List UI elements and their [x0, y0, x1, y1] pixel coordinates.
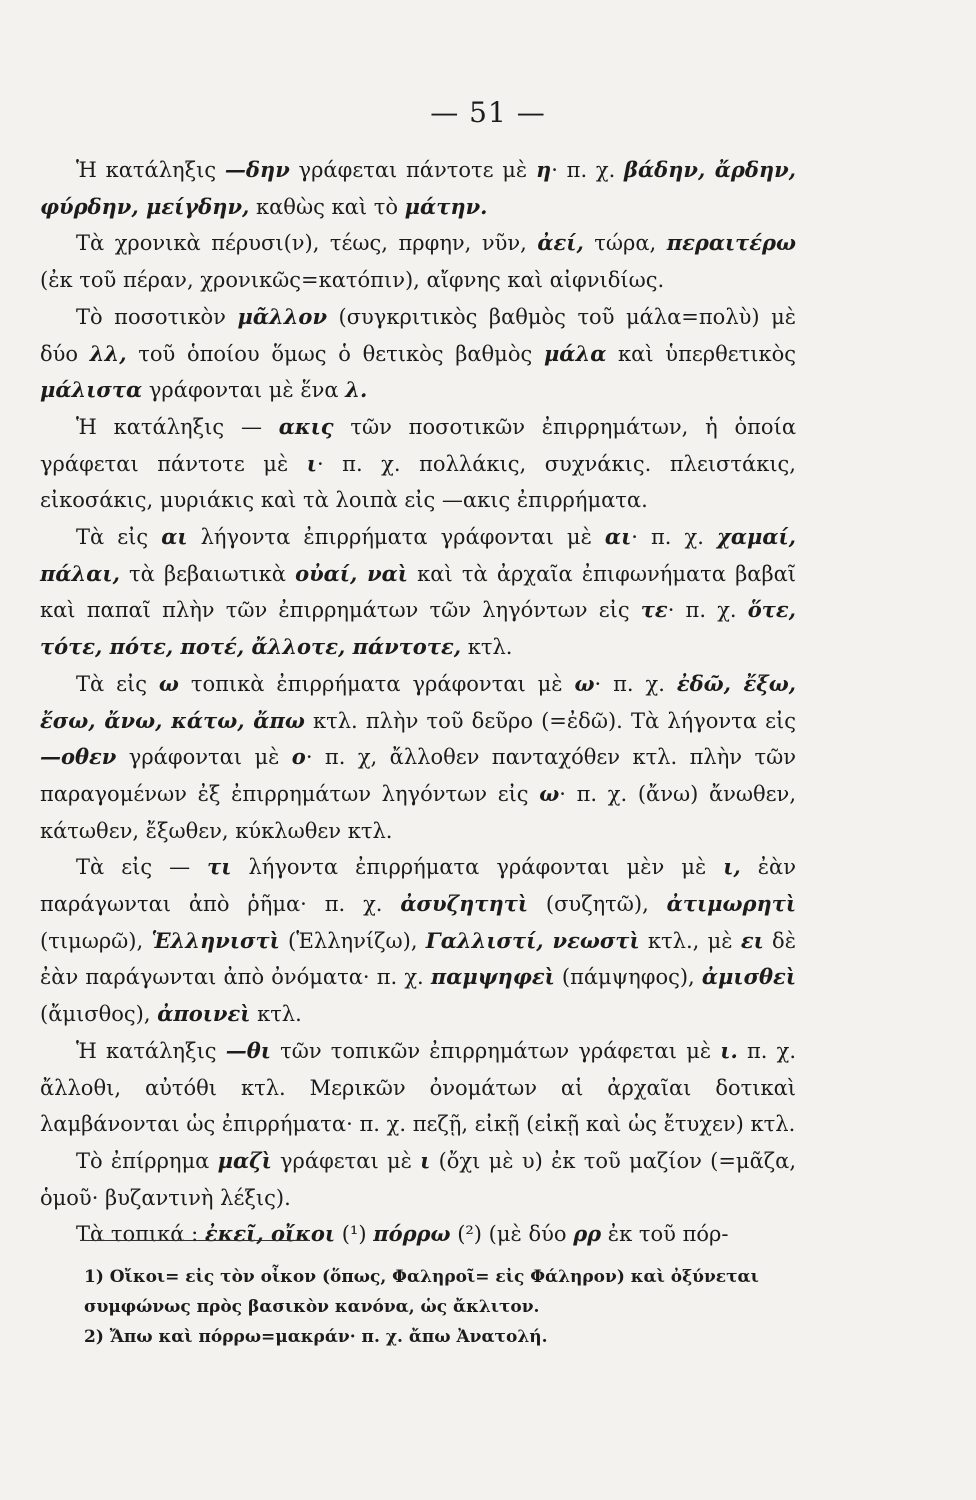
paragraph [40, 1033, 796, 1143]
emphasized-term: πόρρω [373, 1221, 451, 1247]
text-run: · π. χ. πολλάκις, συχνάκις. πλειστάκις, εἰκοσάκις, μυριάκις καὶ τὰ λοιπὰ εἰς —ακις ἐπιρρήματα. [40, 451, 796, 513]
text-run: τῶν ποσοτικῶν ἐπιρρημάτων, ἡ ὁποία γράφεται πάντοτε μὲ [40, 414, 796, 476]
text-run: καὶ ὑπερθετικὸς [606, 341, 796, 366]
footnote-divider [80, 1240, 310, 1241]
text-run: κτλ. [250, 1002, 302, 1027]
paragraph [40, 1216, 796, 1253]
paragraph [40, 849, 796, 1033]
emphasized-term: ο [291, 744, 306, 770]
text-run: κτλ., μὲ [639, 928, 741, 953]
paragraph [40, 1143, 796, 1216]
emphasized-term: ἀσυζητητὶ [400, 891, 529, 917]
emphasized-term: ω [158, 670, 179, 696]
emphasized-term: αι [604, 524, 632, 550]
paragraph [40, 152, 796, 225]
emphasized-term: ω [539, 780, 560, 806]
page-number: — 51 — [430, 96, 546, 129]
emphasized-term: ω [574, 670, 595, 696]
text-run: (ἐκ τοῦ πέραν, χρονικῶς=κατόπιν), αἴφνης καὶ αἰφνιδίως. [40, 268, 665, 293]
text-run: (ὄχι μὲ υ) ἐκ τοῦ μαζίον (=μᾶζα, ὁμοῦ· βυζαντινὴ λέξις). [40, 1148, 796, 1210]
emphasized-term: τε [640, 597, 668, 623]
emphasized-term: ι, [723, 854, 741, 880]
text-run: ἐὰν παράγωνται ἀπὸ ῥῆμα· π. χ. [40, 855, 796, 917]
text-run: δὲ ἐὰν παράγωνται ἀπὸ ὀνόματα· π. χ. [40, 928, 796, 990]
text-run: καὶ τὰ ἀρχαῖα ἐπιφωνήματα βαβαῖ καὶ παπαῖ πλὴν τῶν ἐπιρρημάτων τῶν ληγόντων εἰς [40, 561, 796, 623]
text-run: λήγοντα ἐπιρρήματα γράφονται μὲ [187, 525, 605, 550]
emphasized-term: μάλιστα [40, 377, 143, 403]
footnote-2: 2) Ἄπω καὶ πόρρω=μακράν· π. χ. ἄπω Ἀνατολή. [84, 1327, 548, 1347]
text-run: · π. χ. [631, 525, 718, 550]
emphasized-term: λ. [345, 377, 368, 403]
paragraph [40, 225, 796, 298]
text-run: τὰ βεβαιωτικὰ [119, 561, 296, 586]
emphasized-term: ἀεί, [537, 230, 584, 256]
text-run: κτλ. [461, 635, 513, 660]
emphasized-term: —οθεν [40, 744, 117, 770]
emphasized-term: μᾶλλον [237, 303, 328, 329]
emphasized-term: αι [161, 524, 188, 550]
text-run: (¹) [335, 1222, 374, 1247]
text-run: (συζητῶ), [528, 892, 667, 917]
text-run: κτλ. πλὴν τοῦ δεῦρο (=ἐδῶ). Τὰ λήγοντα εἰς [304, 708, 796, 733]
emphasized-term: ει [740, 927, 764, 953]
emphasized-term: λλ, [89, 340, 127, 366]
text-run: (τιμωρῶ), [40, 928, 152, 953]
paragraph [40, 519, 796, 666]
text-run: γράφεται μὲ [271, 1148, 421, 1173]
text-run: Τὰ χρονικὰ πέρυσι(ν), τέως, πρφην, νῦν, [76, 231, 538, 256]
emphasized-term: τι [207, 854, 232, 880]
text-run: γράφονται μὲ [116, 745, 292, 770]
text-run: Ἡ κατάληξις [76, 1038, 226, 1063]
emphasized-term: ι [420, 1147, 431, 1173]
emphasized-term: μάτην. [404, 193, 488, 219]
text-run: γράφεται πάντοτε μὲ [289, 158, 536, 182]
text-run: (πάμψηφος), [554, 965, 702, 990]
text-run: Τὰ εἰς [76, 671, 159, 696]
emphasized-term: ι. [720, 1037, 738, 1063]
text-run: καθὼς καὶ τὸ [249, 194, 405, 219]
text-run: · π. χ. [594, 671, 677, 696]
text-run: (²) (μὲ δύο [450, 1222, 574, 1247]
text-run: (ἄμισθος), [40, 1002, 158, 1027]
text-run: · π. χ. [551, 158, 625, 182]
emphasized-term: ἀμισθεὶ [701, 964, 796, 990]
text-run: · π. χ. (ἄνω) ἄνωθεν, κάτωθεν, ἔξωθεν, κύκλωθεν κτλ. [40, 781, 796, 843]
text-run: τῶν τοπικῶν ἐπιρρημάτων γράφεται μὲ [270, 1038, 721, 1063]
emphasized-term: Γαλλιστί, νεωστὶ [425, 927, 640, 953]
footnote-1: 1) Οἴκοι= εἰς τὸν οἶκον (ὅπως, Φαληροῖ= εἰς Φάληρον) καὶ ὀξύνεται συμφώνως πρὸς βασικὸν κανόνα, ὡς ἄκλιτον. [84, 1267, 759, 1317]
emphasized-term: περαιτέρω [666, 230, 797, 256]
emphasized-term: μαζὶ [217, 1147, 272, 1173]
text-run: Τὰ εἰς [76, 525, 162, 550]
paragraph [40, 666, 796, 850]
text-run: Τὰ εἰς — [76, 855, 208, 880]
text-run: λήγοντα ἐπιρρήματα γράφονται μὲν μὲ [231, 855, 724, 880]
emphasized-term: ἀποινεὶ [157, 1001, 251, 1027]
paragraph [40, 299, 796, 409]
text-run: Ἡ κατάληξις — [76, 414, 279, 439]
emphasized-term: ακις [278, 413, 334, 439]
paragraph [40, 409, 796, 519]
text-run: τώρα, [583, 231, 667, 256]
emphasized-term: ι [306, 450, 317, 476]
emphasized-term: μάλα [543, 340, 607, 366]
text-run: Ἡ κατάληξις [76, 158, 225, 182]
text-run: ἐκ τοῦ πόρ- [601, 1222, 729, 1247]
text-run: Τὸ ποσοτικὸν [76, 304, 238, 329]
text-run: τοπικὰ ἐπιρρήματα γράφονται μὲ [178, 671, 575, 696]
emphasized-term: βάδην, ἄρδην, φύρδην, μείγδην, [40, 157, 796, 219]
text-run: π. χ. ἄλλοθι, αὐτόθι κτλ. Μερικῶν ὀνομάτων αἱ ἀρχαῖαι δοτικαὶ λαμβάνονται ὡς ἐπιρρήματα· π. χ. πεζῇ, εἰκῇ (εἰκῇ καὶ ὡς ἔτυχεν) κτλ. [40, 1038, 796, 1137]
emphasized-term: —θι [225, 1037, 271, 1063]
emphasized-term: παμψηφεὶ [430, 964, 555, 990]
text-run: τοῦ ὁποίου ὅμως ὁ θετικὸς βαθμὸς [126, 341, 544, 366]
text-run: γράφονται μὲ ἕνα [142, 378, 346, 403]
emphasized-term: η [535, 157, 552, 182]
text-run: Τὸ ἐπίρρημα [76, 1148, 218, 1173]
emphasized-term: ἐδῶ, ἔξω, ἔσω, ἄνω, κάτω, ἄπω [40, 670, 796, 733]
emphasized-term: οὐαί, ναὶ [295, 560, 408, 586]
emphasized-term: ἐκεῖ, οἴκοι [204, 1221, 336, 1247]
emphasized-term: ἀτιμωρητὶ [666, 891, 797, 917]
text-run: · π. χ. [667, 598, 748, 623]
footnotes [84, 1262, 804, 1352]
emphasized-term: ρρ [573, 1221, 602, 1247]
text-run: (Ἑλληνίζω), [279, 928, 426, 953]
emphasized-term: ὅτε, τότε, πότε, ποτέ, ἄλλοτε, πάντοτε, [40, 597, 796, 660]
text-run: · π. χ, ἄλλοθεν πανταχόθεν κτλ. πλὴν τῶν παραγομένων ἐξ ἐπιρρημάτων ληγόντων εἰς [40, 745, 796, 806]
emphasized-term: —δην [224, 157, 290, 182]
emphasized-term: Ἑλληνιστὶ [151, 927, 280, 953]
text-run: (συγκριτικὸς βαθμὸς τοῦ μάλα=πολὺ) μὲ δύο [40, 304, 796, 366]
text-run: Τὰ τοπικά : [76, 1222, 205, 1247]
body-text [40, 152, 796, 1253]
emphasized-term: χαμαί, πάλαι, [40, 524, 796, 586]
